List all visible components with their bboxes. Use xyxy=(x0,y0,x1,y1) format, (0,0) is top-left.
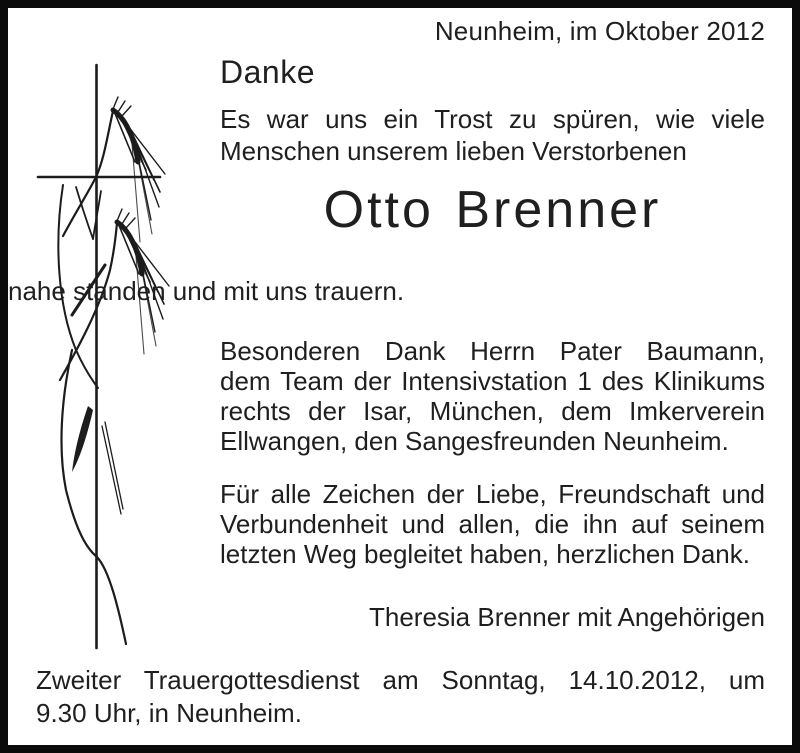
text-line: Für alle Zeichen der Liebe, Freundschaft und xyxy=(220,479,765,509)
service-announcement xyxy=(36,664,765,730)
thanks-paragraph xyxy=(220,336,765,456)
text-line: Zweiter Trauergottesdienst am Sonntag, 14.10.2012, um xyxy=(36,665,765,695)
text-line: Menschen unserem lieben Verstorbenen xyxy=(220,136,687,166)
after-name-line: nahe standen und mit uns trauern. xyxy=(8,276,405,306)
gratitude-paragraph xyxy=(220,479,765,569)
dateline: Neunheim, im Oktober 2012 xyxy=(434,16,765,46)
text-line: Es war uns ein Trost zu spüren, wie viele xyxy=(220,104,765,134)
text-line: rechts der Isar, München, dem Imkerverein xyxy=(220,396,765,426)
text-line: Besonderen Dank Herrn Pater Baumann, xyxy=(220,336,765,366)
text-line: 9.30 Uhr, in Neunheim. xyxy=(36,698,302,728)
deceased-name: Otto Brenner xyxy=(323,181,662,239)
signature-line: Theresia Brenner mit Angehörigen xyxy=(368,602,765,632)
cross-with-wheat-icon xyxy=(8,8,218,745)
heading-danke: Danke xyxy=(220,54,315,90)
text-line: dem Team der Intensivstation 1 des Klinikums xyxy=(220,366,765,396)
text-line: Ellwangen, den Sangesfreunden Neunheim. xyxy=(220,426,729,456)
text-line: letzten Weg begleitet haben, herzlichen Dank. xyxy=(220,539,750,569)
text-line: Verbundenheit und allen, die ihn auf seinem xyxy=(220,509,765,539)
intro-paragraph xyxy=(220,103,765,167)
